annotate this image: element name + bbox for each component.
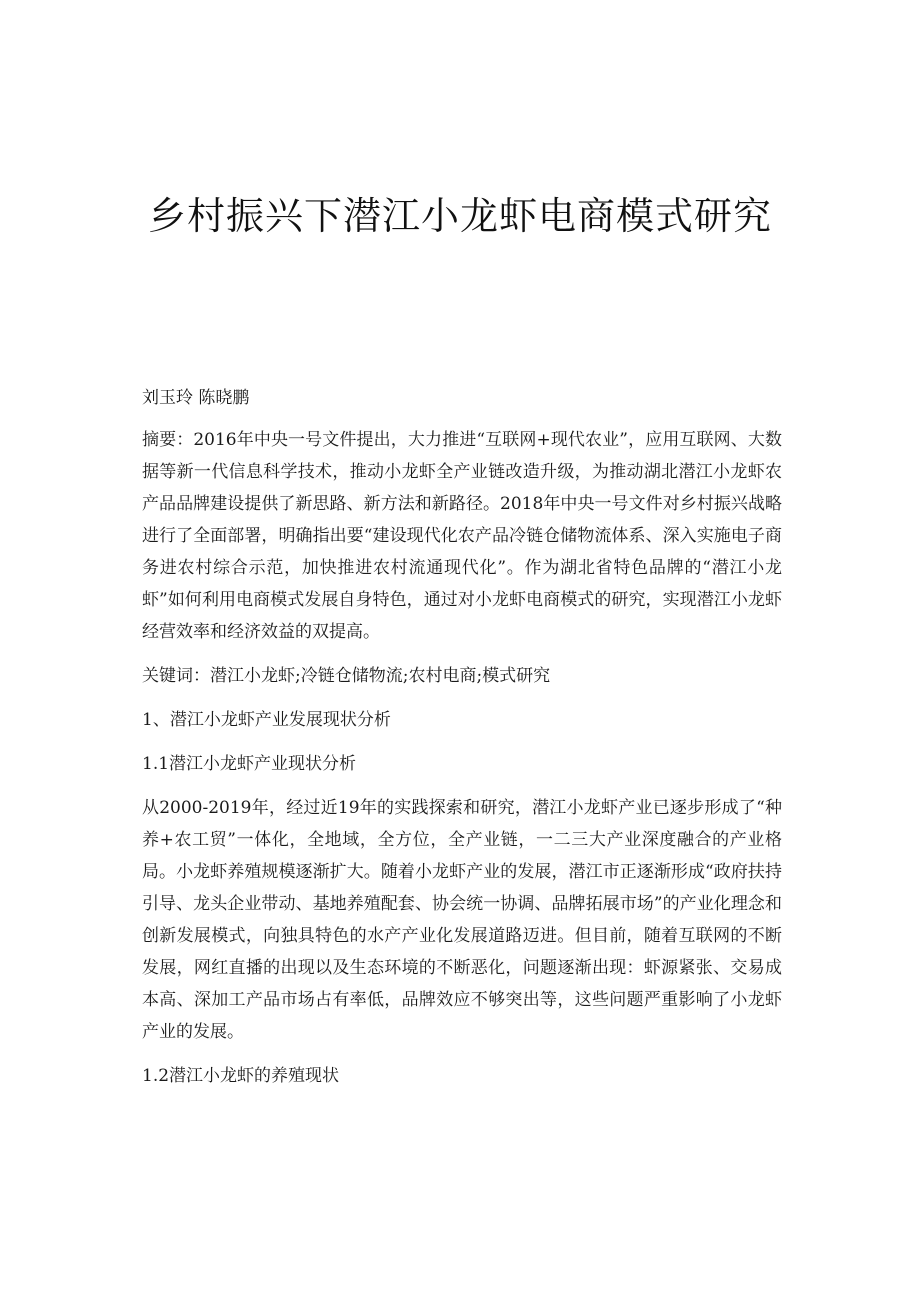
section-heading-1: 1、潜江小龙虾产业发展现状分析	[142, 710, 391, 730]
authors: 刘玉玲 陈晓鹏	[142, 388, 250, 408]
abstract-paragraph: 摘要：2016年中央一号文件提出，大力推进“互联网+现代农业”，应用互联网、大数据等新一代信息科学技术，推动小龙虾全产业链改造升级，为推动湖北潜江小龙虾农产品品牌建设提供了新思路、新方法和新路径。2018年中央一号文件对乡村振兴战略进行了全面部署，明确指出要“建设现代化农产品冷链仓储物流体系、深入实施电子商务进农村综合示范，加快推进农村流通现代化”。作为湖北省特色品牌的“潜江小龙虾”如何利用电商模式发展自身特色，通过对小龙虾电商模式的研究，实现潜江小龙虾经营效率和经济效益的双提高。	[142, 430, 782, 642]
paper-title: 乡村振兴下潜江小龙虾电商模式研究	[147, 194, 772, 238]
section-heading-1-2: 1.2潜江小龙虾的养殖现状	[142, 1066, 340, 1086]
section-heading-1-1: 1.1潜江小龙虾产业现状分析	[142, 754, 357, 774]
section-1-1-paragraph: 从2000-2019年，经过近19年的实践探索和研究，潜江小龙虾产业已逐步形成了“种养+农工贸”一体化，全地域，全方位，全产业链，一二三大产业深度融合的产业格局。小龙虾养殖规模逐渐扩大。随着小龙虾产业的发展，潜江市正逐渐形成“政府扶持引导、龙头企业带动、基地养殖配套、协会统一协调、品牌拓展市场”的产业化理念和创新发展模式，向独具特色的水产产业化发展道路迈进。但目前，随着互联网的不断发展，网红直播的出现以及生态环境的不断恶化，问题逐渐出现：虾源紧张、交易成本高、深加工产品市场占有率低，品牌效应不够突出等，这些问题严重影响了小龙虾产业的发展。	[142, 798, 782, 1042]
keywords: 关键词：潜江小龙虾;冷链仓储物流;农村电商;模式研究	[142, 666, 551, 686]
paper-body	[142, 382, 782, 1092]
